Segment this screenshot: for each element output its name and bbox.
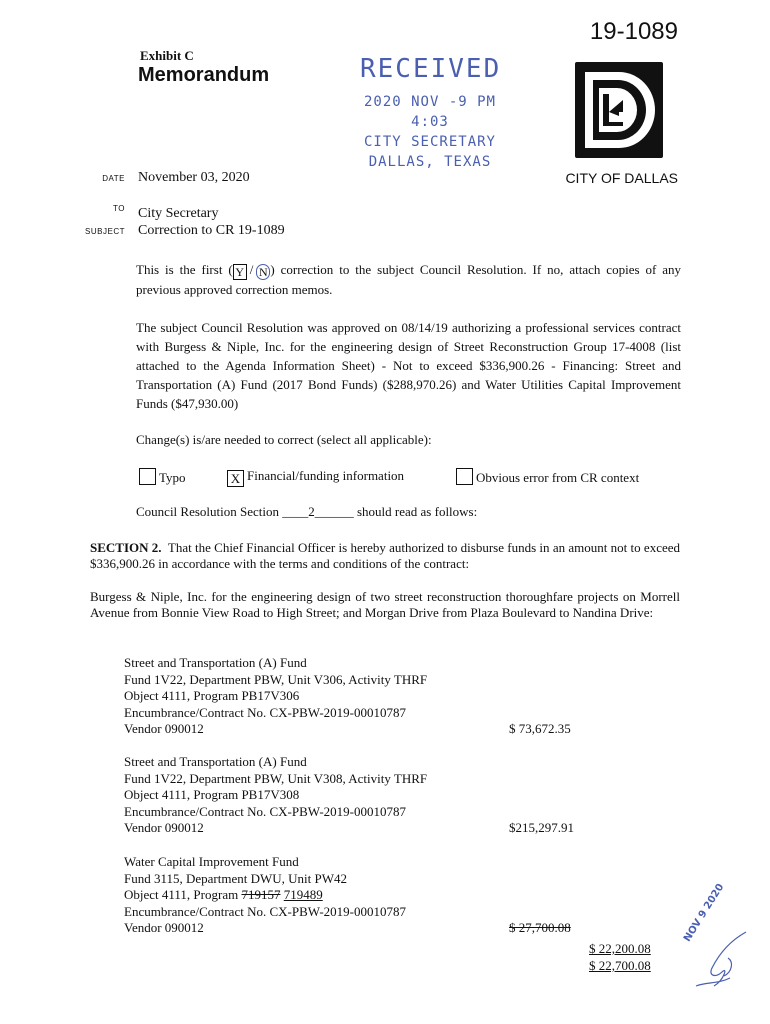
- section-2-heading: SECTION 2.: [90, 540, 162, 555]
- fund-line: Object 4111, Program PB17V306: [124, 688, 300, 703]
- to-label: TO: [113, 204, 125, 213]
- city-of-dallas-logo: [573, 60, 665, 160]
- memo-title: Memorandum: [138, 64, 270, 86]
- fund-amount-1: $ 73,672.35: [509, 721, 571, 736]
- first-correction-suffix: ) correction to the subject Council Resolution. If no, attach copies of any previous approved correction memos.: [136, 262, 682, 297]
- handwritten-initials: [688, 928, 748, 992]
- fund-line: Vendor 090012: [124, 721, 204, 736]
- fund-line: Vendor 090012: [124, 920, 204, 935]
- fund-line: Encumbrance/Contract No. CX-PBW-2019-00010787: [124, 704, 406, 720]
- section-line-value: ____2______: [282, 504, 354, 519]
- subject-label: SUBJECT: [85, 227, 125, 236]
- fund-line: Object 4111, Program PB17V308: [124, 787, 300, 802]
- stamp-office: CITY SECRETARY: [363, 134, 496, 150]
- resolution-paragraph: The subject Council Resolution was approved on 08/14/19 authorizing a professional services contract with Burgess & Niple, Inc. for the engineering design of Street Reconstruction Group 17-4008 (list attached to the Agenda Information Sheet) - Not to exceed $336,900.26 - Financing: Street and Transportation (A) Fund (2017 Bond Funds) ($288,970.26) and Water Utilities Capital Improvement Funds ($47,930.00): [136, 320, 681, 411]
- section-line-suffix: should read as follows:: [353, 504, 478, 519]
- program-old: 719157: [241, 887, 281, 902]
- exhibit-label: Exhibit C: [140, 48, 194, 63]
- fund-line: Vendor 090012: [124, 820, 204, 835]
- fund-line: Encumbrance/Contract No. CX-PBW-2019-00010787: [124, 903, 406, 919]
- section-2-paragraph: [90, 540, 680, 572]
- fund-amount-2: $215,297.91: [509, 820, 574, 835]
- checkbox-obvious-error-label: Obvious error from CR context: [476, 470, 640, 485]
- fund-line: Water Capital Improvement Fund: [124, 854, 299, 869]
- fund-line: Street and Transportation (A) Fund: [124, 655, 307, 670]
- fund-amount-3-old: $ 27,700.08: [509, 920, 571, 935]
- checkbox-financial-box[interactable]: X: [227, 470, 244, 487]
- fund-line: Fund 1V22, Department PBW, Unit V308, Activity THRF: [124, 770, 428, 786]
- memo-date: November 03, 2020: [138, 170, 250, 185]
- program-prefix: Object 4111, Program: [124, 887, 242, 902]
- section-2-text: That the Chief Financial Officer is hereby authorized to disburse funds in an amount not to exceed $336,900.26 in accordance with the terms and conditions of the contract:: [90, 540, 681, 571]
- burgess-paragraph: Burgess & Niple, Inc. for the engineering design of two street reconstruction thoroughfare projects on Morrell Avenue from Bonnie View Road to High Street; and Morgan Drive from Plaza Boulevard to Nandina Drive:: [90, 589, 680, 620]
- no-box[interactable]: N: [256, 264, 270, 280]
- changes-prompt: Change(s) is/are needed to correct (select all applicable):: [136, 432, 432, 447]
- fund-amount-3-old-2: $ 22,200.08: [589, 941, 651, 956]
- memo-subject: Correction to CR 19-1089: [138, 223, 285, 238]
- checkbox-typo-label: Typo: [159, 470, 186, 485]
- fund-line: Fund 3115, Department DWU, Unit PW42: [124, 870, 348, 886]
- checkbox-typo-box[interactable]: [139, 468, 156, 485]
- fund-line: Encumbrance/Contract No. CX-PBW-2019-00010787: [124, 803, 406, 819]
- program-new: 719489: [283, 887, 323, 902]
- document-number: 19-1089: [589, 18, 678, 45]
- checkbox-obvious-error-box[interactable]: [456, 468, 473, 485]
- yes-box[interactable]: Y: [233, 264, 247, 280]
- received-stamp: [360, 52, 500, 172]
- slash: /: [249, 262, 254, 277]
- checkbox-obvious-error[interactable]: [456, 468, 639, 486]
- fund-line: Fund 1V22, Department PBW, Unit V306, Activity THRF: [124, 671, 428, 687]
- fund-line: [124, 887, 584, 904]
- stamp-received: RECEIVED: [360, 54, 502, 84]
- date-label: DATE: [102, 174, 125, 183]
- checkbox-financial-label: Financial/funding information: [247, 468, 405, 483]
- memo-to: City Secretary: [138, 206, 219, 221]
- stamp-location: DALLAS, TEXAS: [368, 154, 492, 170]
- first-correction-statement: [136, 260, 681, 299]
- city-name: CITY OF DALLAS: [565, 170, 678, 186]
- checkbox-financial[interactable]: [227, 468, 404, 487]
- section-line: [136, 502, 681, 521]
- checkbox-typo[interactable]: [139, 468, 186, 486]
- stamp-datetime: 2020 NOV -9 PM 4:03: [363, 94, 496, 130]
- handwritten-date: NOV 9 2020: [682, 881, 727, 944]
- section-line-prefix: Council Resolution Section: [136, 504, 283, 519]
- first-correction-prefix: This is the first (: [136, 262, 233, 277]
- fund-line: Street and Transportation (A) Fund: [124, 754, 307, 769]
- fund-amount-3-new: $ 22,700.08: [589, 958, 651, 973]
